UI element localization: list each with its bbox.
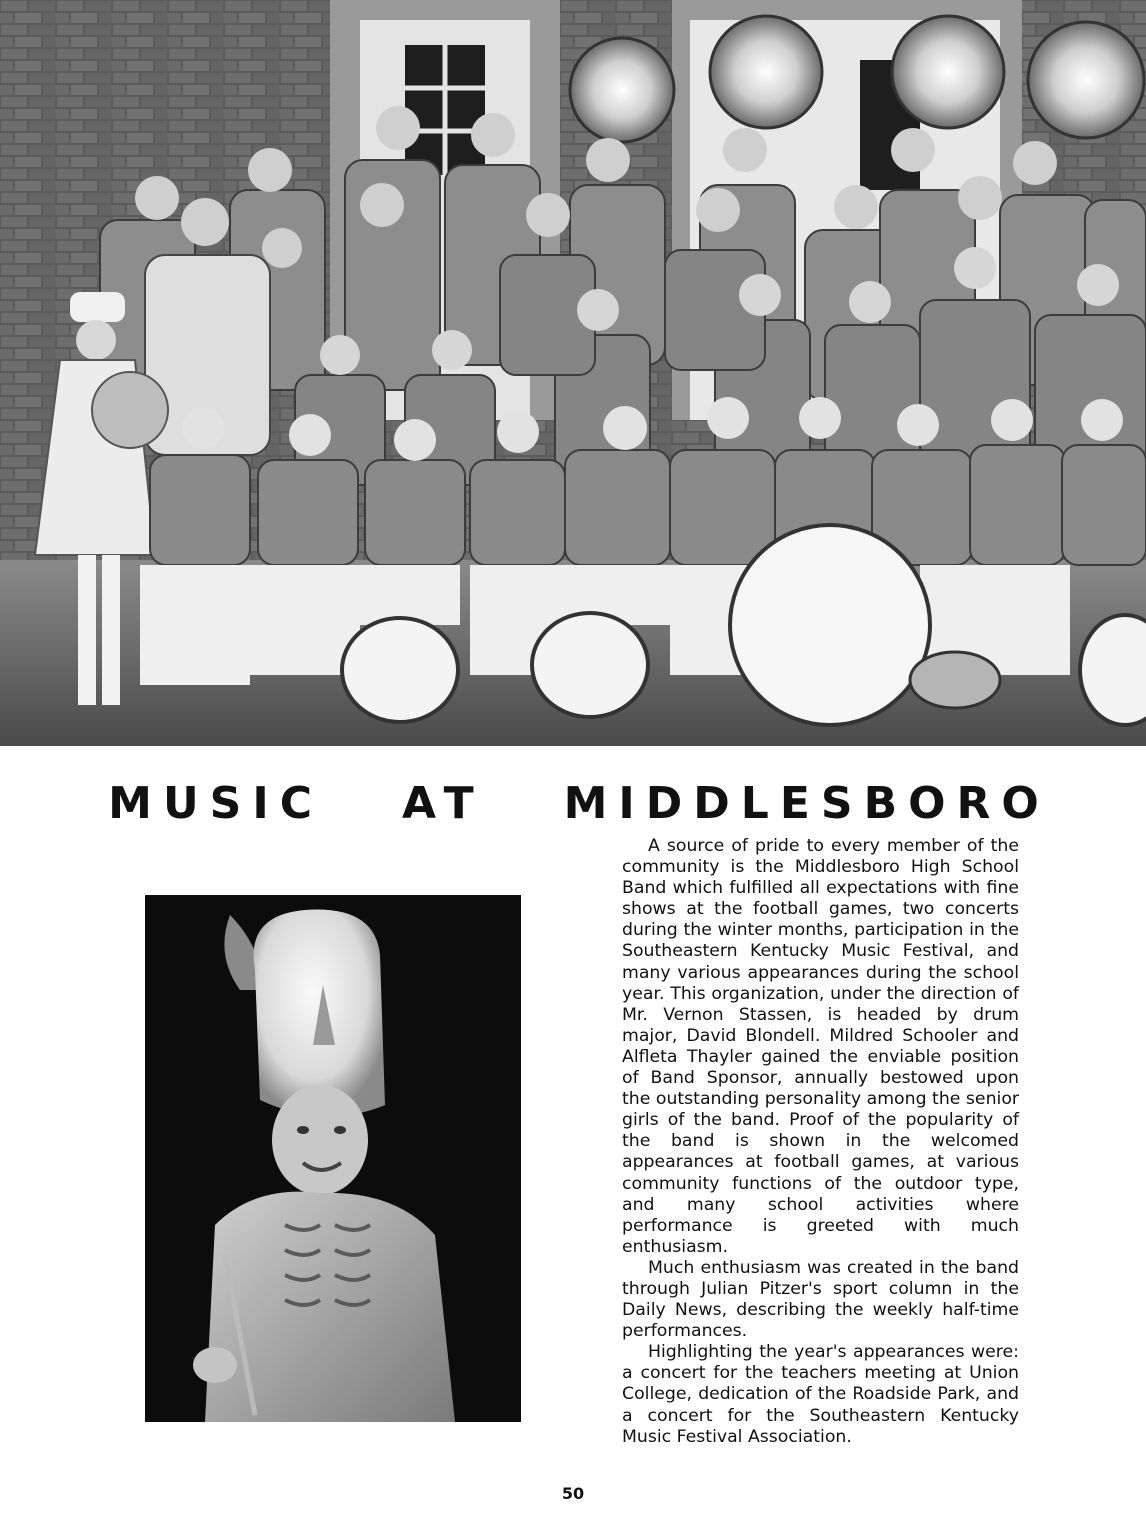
- page-headline: MUSIC AT MIDDLESBORO: [108, 778, 1050, 829]
- article-paragraph-2: Much enthusiasm was created in the band through Julian Pitzer's sport column in the Daily News, describing the weekly half-time performances.: [622, 1257, 1019, 1342]
- portrait-illustration: [145, 895, 521, 1422]
- drum-major-portrait: [145, 895, 521, 1422]
- band-photo-illustration: [0, 0, 1146, 746]
- article-paragraph-1: A source of pride to every member of the community is the Middlesboro High School Band which fulfilled all expectations with fine shows at the football games, two concerts during the winter months, participation in the Southeastern Kentucky Music Festival, and many various appearances during the school year. This organization, under the direction of Mr. Vernon Stassen, is headed by drum major, David Blondell. Mildred Schooler and Alfleta Thayler gained the enviable position of Band Sponsor, annually bestowed upon the outstanding personality among the senior girls of the band. Proof of the popularity of the band is shown in the welcomed appearances at football games, at various community functions of the outdoor type, and many school activities where performance is greeted with much enthusiasm.: [622, 836, 1019, 1257]
- article-paragraph-3: Highlighting the year's appearances were: a concert for the teachers meeting at Union College, dedication of the Roadside Park, and a concert for the Southeastern Kentucky Music Festival Association.: [622, 1342, 1019, 1447]
- article-body: [622, 836, 1019, 1448]
- page-number: 50: [561, 1484, 585, 1503]
- band-group-photo: [0, 0, 1146, 746]
